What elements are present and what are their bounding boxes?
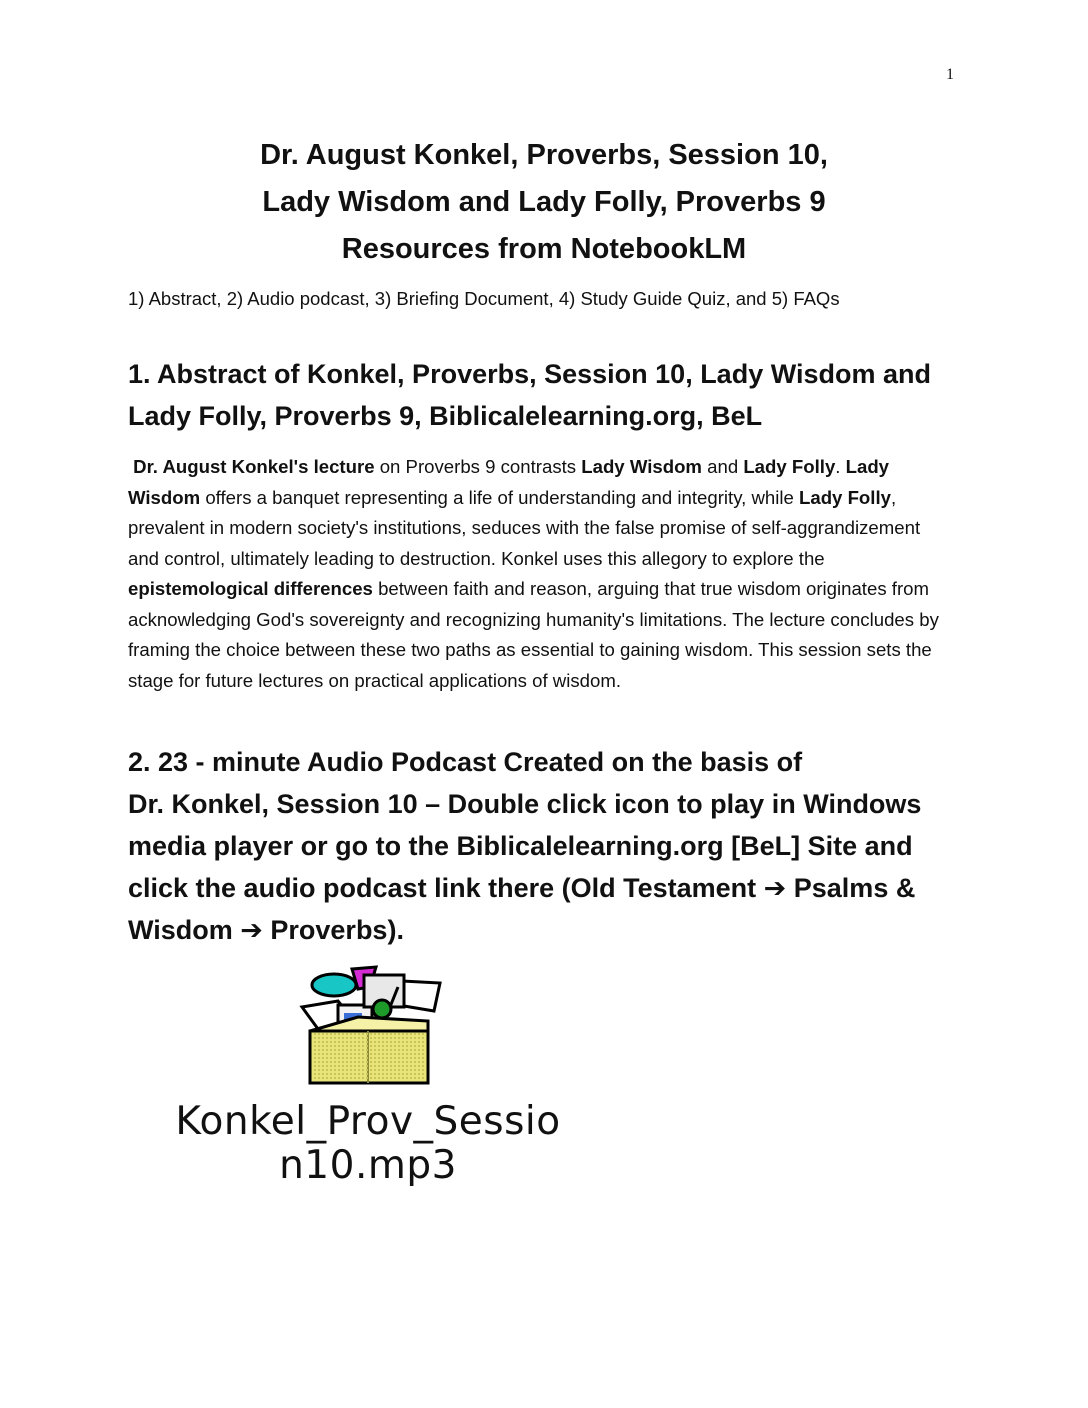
file-label[interactable] — [128, 1100, 608, 1188]
abstract-bold-epistemology: epistemological differences — [128, 578, 373, 599]
abstract-bold-author: Dr. August Konkel's lecture — [133, 456, 375, 477]
contents-list: 1) Abstract, 2) Audio podcast, 3) Briefing Document, 4) Study Guide Quiz, and 5) FAQs — [128, 288, 840, 309]
section-2-text: Proverbs). — [262, 915, 404, 945]
arrow-right-icon: ➔ — [763, 873, 787, 903]
document-title — [0, 132, 1088, 273]
abstract-text: and — [701, 456, 744, 477]
section-2-line-1: 2. 23 - minute Audio Podcast Created on the basis of — [128, 747, 803, 777]
page-number: 1 — [946, 66, 954, 83]
package-audio-file-icon[interactable] — [298, 965, 446, 1089]
abstract-text: between faith and reason, arguing that true wisdom originates from acknowledging God's sovereignty and recognizing humanity's limitations. The lecture concludes by framing the choice between these two paths as essential to gaining wisdom. This session sets the stage for future lectures on practical applications of wisdom. — [128, 578, 939, 691]
file-label-line-1: Konkel_Prov_Sessio — [175, 1099, 561, 1144]
abstract-text: . — [835, 456, 846, 477]
abstract-text: offers a banquet representing a life of understanding and integrity, while — [200, 486, 799, 508]
abstract-bold-wisdom: Lady Wisdom — [581, 456, 702, 477]
arrow-right-icon: ➔ — [240, 915, 263, 945]
abstract-bold-folly: Lady Folly — [799, 486, 891, 508]
abstract-text: , prevalent in modern society's institutions, seduces with the false promise of self-aggrandizement and control, ultimately leading to destruction. Konkel uses this allegory to explore the — [128, 486, 921, 569]
abstract-bold-folly: Lady Folly — [743, 456, 836, 477]
file-label-line-2: n10.mp3 — [279, 1143, 457, 1188]
section-2-text: Psalms & Wisdom — [128, 873, 916, 945]
abstract-bold-wisdom: Lady Wisdom — [128, 456, 890, 508]
abstract-paragraph — [128, 452, 954, 696]
title-line-1: Dr. August Konkel, Proverbs, Session 10, — [260, 139, 828, 171]
title-line-2: Lady Wisdom and Lady Folly, Proverbs 9 — [262, 186, 826, 218]
section-2-text: Dr. Konkel, Session 10 – Double click icon to play in Windows media player or go to the Biblicalelearning.org [BeL] Site and click the audio podcast link there (Old Testament — [128, 789, 922, 903]
abstract-text: on Proverbs 9 contrasts — [374, 456, 582, 477]
title-line-3: Resources from NotebookLM — [341, 233, 747, 265]
section-2-heading — [128, 741, 958, 951]
section-1-heading: 1. Abstract of Konkel, Proverbs, Session 10, Lady Wisdom and Lady Folly, Proverbs 9, Biblicalelearning.org, BeL — [128, 359, 931, 431]
